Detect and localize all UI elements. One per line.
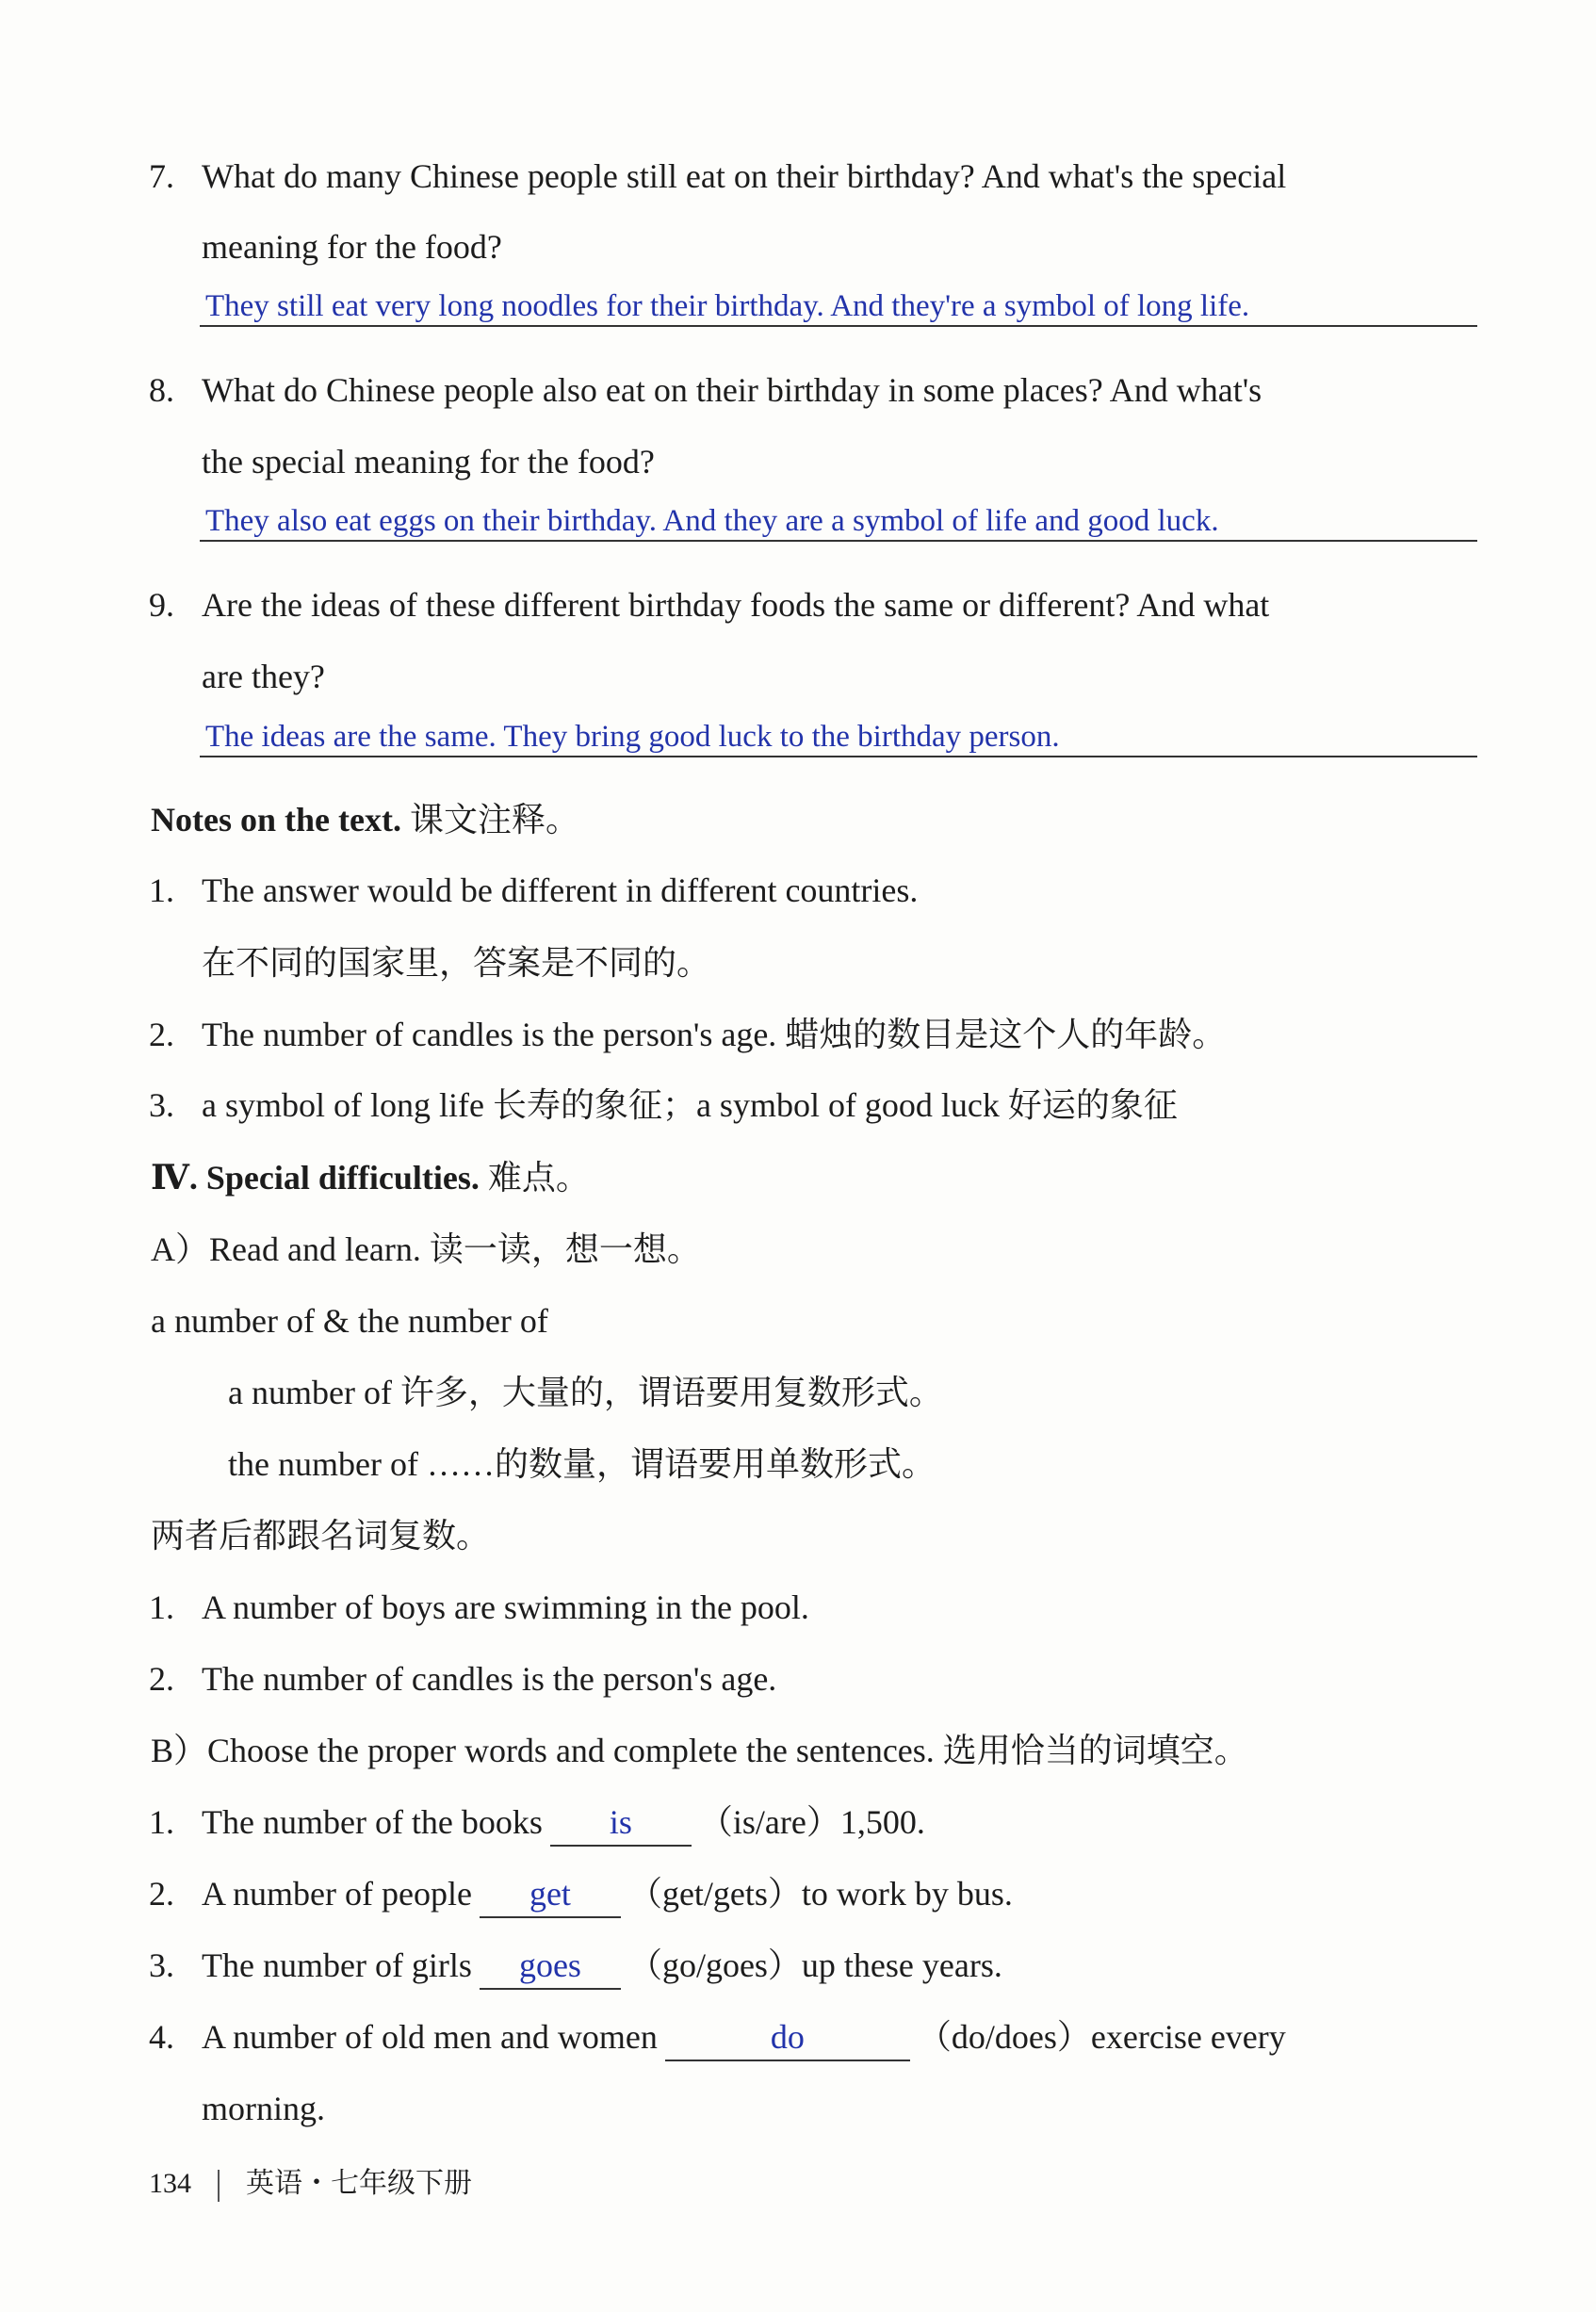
example-number: 2. (149, 1660, 174, 1698)
note-number: 2. (149, 1016, 174, 1053)
part-b-heading: B）Choose the proper words and complete the sentences. 选用恰当的词填空。 (151, 1732, 1248, 1769)
question-number: 8. (149, 371, 174, 409)
section-4-heading (151, 1157, 590, 1198)
section-title-en: Special difficulties. (205, 1159, 480, 1197)
note-text: The answer would be different in different countries. (202, 871, 919, 909)
note-number: 3. (149, 1086, 174, 1124)
fill-4-continued: morning. (202, 2090, 325, 2127)
example-text: A number of boys are swimming in the pool. (202, 1588, 809, 1626)
question-number: 9. (149, 586, 174, 624)
page-footer (149, 2165, 472, 2203)
fill-text-before: The number of the books (202, 1803, 543, 1841)
fill-text-after: （do/does）exercise every (917, 2018, 1286, 2056)
fill-2 (149, 1873, 1013, 1918)
fill-text-after: （go/goes）up these years. (627, 1946, 1002, 1984)
fill-number: 2. (149, 1875, 174, 1913)
question-9-line2: are they? (202, 658, 325, 695)
fill-3 (149, 1945, 1002, 1990)
note-text: a symbol of long life 长寿的象征；a symbol of good luck 好运的象征 (202, 1086, 1178, 1124)
question-text: Are the ideas of these different birthday foods the same or different? And what (202, 586, 1270, 624)
example-1 (149, 1587, 809, 1628)
question-7 (149, 155, 1286, 197)
question-text: What do Chinese people also eat on their birthday in some places? And what's (202, 371, 1262, 409)
question-8-line2: the special meaning for the food? (202, 443, 655, 480)
question-7-line2: meaning for the food? (202, 228, 502, 266)
example-2 (149, 1658, 776, 1700)
note-number: 1. (149, 871, 174, 909)
example-text: The number of candles is the person's age. (202, 1660, 777, 1698)
fill-blank-3[interactable]: goes (480, 1950, 621, 1990)
fill-text-after: （get/gets）to work by bus. (627, 1875, 1013, 1913)
note-text: The number of candles is the person's age. 蜡烛的数目是这个人的年龄。 (202, 1016, 1227, 1053)
fill-text-before: The number of girls (202, 1946, 472, 1984)
note-3 (149, 1084, 1178, 1126)
both-note: 两者后都跟名词复数。 (151, 1517, 491, 1555)
fill-blank-1[interactable]: is (550, 1807, 692, 1847)
fill-text-before: A number of people (202, 1875, 472, 1913)
notes-heading-cn: 课文注释。 (409, 801, 579, 839)
section-number: Ⅳ. (151, 1159, 198, 1197)
part-a-heading: A）Read and learn. 读一读，想一想。 (151, 1230, 701, 1268)
fill-text-before: A number of old men and women (202, 2018, 658, 2056)
question-9 (149, 584, 1269, 626)
section-title-cn: 难点。 (487, 1159, 590, 1197)
fill-blank-4[interactable]: do (665, 2022, 910, 2061)
notes-heading (151, 799, 579, 840)
fill-number: 1. (149, 1803, 174, 1841)
answer-9: The ideas are the same. They bring good luck to the birthday person. (200, 718, 1477, 757)
page-number: 134 (149, 2168, 191, 2199)
phrase-comparison: a number of & the number of (151, 1302, 548, 1340)
definition-the-number-of: the number of ……的数量，谓语要用单数形式。 (228, 1445, 936, 1483)
note-2 (149, 1014, 1226, 1055)
note-1 (149, 870, 918, 911)
question-8 (149, 369, 1262, 411)
answer-7: They still eat very long noodles for their birthday. And they're a symbol of long life. (200, 287, 1477, 327)
fill-1 (149, 1801, 925, 1847)
answer-8: They also eat eggs on their birthday. And they are a symbol of life and good luck. (200, 502, 1477, 542)
definition-a-number-of: a number of 许多，大量的，谓语要用复数形式。 (228, 1374, 943, 1411)
footer-separator (218, 2170, 220, 2202)
notes-heading-en: Notes on the text. (151, 801, 401, 839)
question-text: What do many Chinese people still eat on their birthday? And what's the special (202, 157, 1287, 195)
example-number: 1. (149, 1588, 174, 1626)
fill-text-after: （is/are）1,500. (698, 1803, 925, 1841)
question-number: 7. (149, 157, 174, 195)
note-1-translation: 在不同的国家里，答案是不同的。 (202, 944, 711, 982)
fill-number: 4. (149, 2018, 174, 2056)
fill-blank-2[interactable]: get (480, 1879, 621, 1918)
fill-4 (149, 2016, 1286, 2061)
fill-number: 3. (149, 1946, 174, 1984)
book-title: 英语・七年级下册 (246, 2168, 472, 2199)
